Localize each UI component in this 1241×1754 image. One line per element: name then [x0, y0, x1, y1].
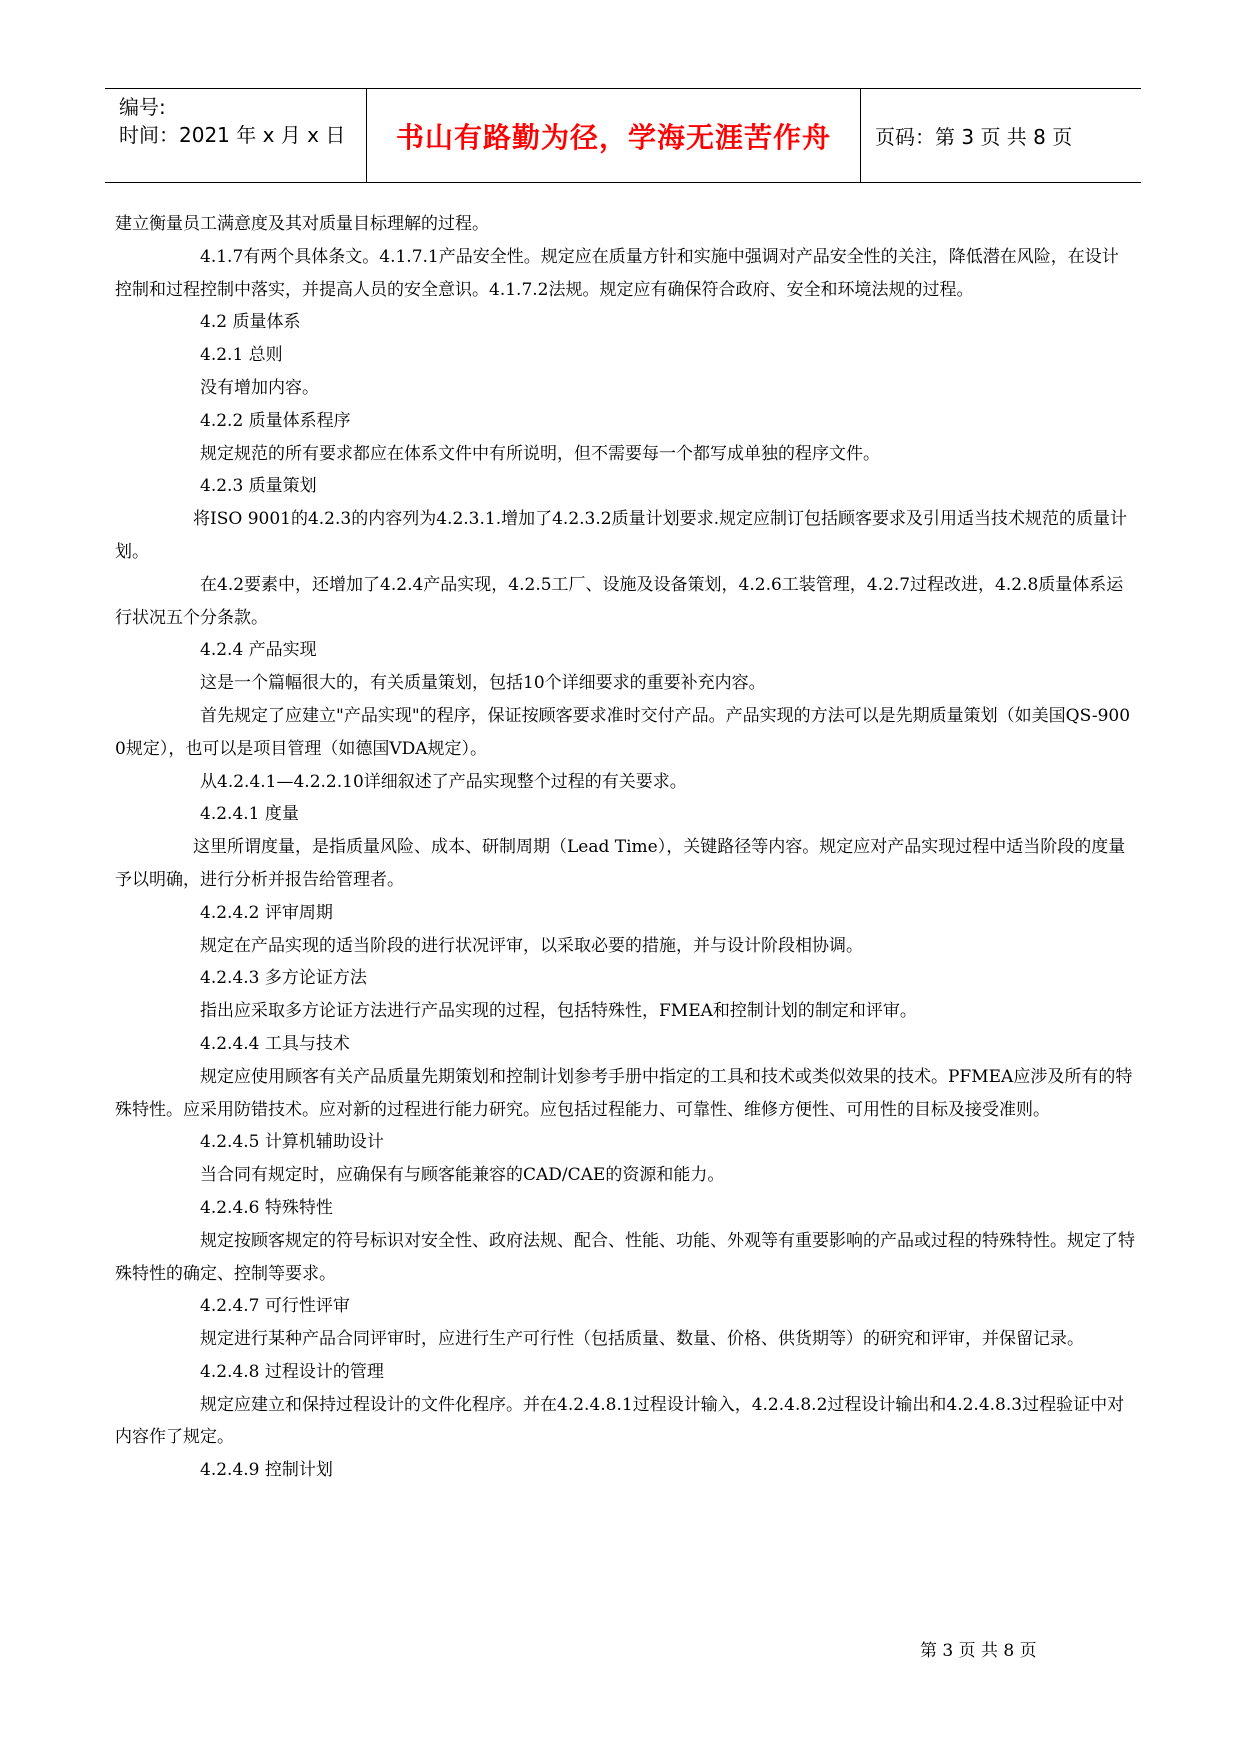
section-heading: 4.2 质量体系 [200, 312, 301, 333]
paragraph: 指出应采取多方论证方法进行产品实现的过程，包括特殊性，FMEA和控制计划的制定和评审。 [200, 1001, 917, 1022]
paragraph: 规定按顾客规定的符号标识对安全性、政府法规、配合、性能、功能、外观等有重要影响的产品或过程的特殊特性。规定了特殊特性的确定、控制等要求。 [115, 1230, 1135, 1284]
paragraph: 没有增加内容。 [200, 377, 319, 398]
document-time-label: 时间：2021 年 x 月 x 日 [119, 123, 346, 147]
paragraph: 这是一个篇幅很大的，有关质量策划，包括10个详细要求的重要补充内容。 [200, 673, 766, 694]
document-number-label: 编号: [119, 95, 166, 119]
section-heading: 4.2.4.4 工具与技术 [200, 1033, 350, 1054]
section-heading: 4.2.4.7 可行性评审 [200, 1296, 350, 1317]
paragraph: 规定在产品实现的适当阶段的进行状况评审，以采取必要的措施，并与设计阶段相协调。 [200, 935, 863, 956]
section-heading: 4.2.4.5 计算机辅助设计 [200, 1132, 384, 1153]
paragraph: 规定进行某种产品合同评审时，应进行生产可行性（包括质量、数量、价格、供货期等）的研究和评审，并保留记录。 [200, 1329, 1084, 1350]
header-motto: 书山有路勤为径，学海无涯苦作舟 [395, 120, 831, 154]
page-footer: 第 3 页 共 8 页 [920, 1641, 1037, 1661]
section-heading: 4.2.4.9 控制计划 [200, 1460, 333, 1481]
paragraph: 建立衡量员工满意度及其对质量目标理解的过程。 [115, 214, 489, 234]
section-heading: 4.2.4.1 度量 [200, 804, 299, 825]
section-heading: 4.2.4.6 特殊特性 [200, 1197, 333, 1218]
paragraph: 从4.2.4.1—4.2.2.10详细叙述了产品实现整个过程的有关要求。 [200, 771, 687, 792]
section-heading: 4.2.4.2 评审周期 [200, 902, 333, 923]
section-heading: 4.2.1 总则 [200, 345, 283, 366]
header-motto-cell [367, 89, 861, 182]
header-page-info: 页码：第 3 页 共 8 页 [875, 125, 1073, 149]
paragraph: 在4.2要素中，还增加了4.2.4产品实现，4.2.5工厂、设施及设备策划，4.2.6工装管理，4.2.7过程改进，4.2.8质量体系运行状况五个分条款。 [115, 574, 1124, 628]
section-heading: 4.2.4 产品实现 [200, 640, 317, 661]
paragraph: 4.1.7有两个具体条文。4.1.7.1产品安全性。规定应在质量方针和实施中强调对产品安全性的关注，降低潜在风险，在设计控制和过程控制中落实，并提高人员的安全意识。4.1.7.2法规。规定应有确保符合政府、安全和环境法规的过程。 [115, 246, 1119, 300]
document-body [115, 208, 1135, 1487]
header-page-cell [861, 89, 1141, 182]
section-heading: 4.2.4.8 过程设计的管理 [200, 1361, 384, 1382]
paragraph: 这里所谓度量，是指质量风险、成本、研制周期（Lead Time），关键路径等内容。规定应对产品实现过程中适当阶段的度量予以明确，进行分析并报告给管理者。 [115, 837, 1126, 890]
section-heading: 4.2.2 质量体系程序 [200, 410, 351, 431]
paragraph: 规定应使用顾客有关产品质量先期策划和控制计划参考手册中指定的工具和技术或类似效果的技术。PFMEA应涉及所有的特殊特性。应采用防错技术。应对新的过程进行能力研究。应包括过程能力、可靠性、维修方便性、可用性的目标及接受准则。 [115, 1066, 1133, 1120]
header-left-cell [105, 89, 367, 182]
paragraph: 规定应建立和保持过程设计的文件化程序。并在4.2.4.8.1过程设计输入，4.2.4.8.2过程设计输出和4.2.4.8.3过程验证中对内容作了规定。 [115, 1394, 1125, 1448]
paragraph: 当合同有规定时，应确保有与顾客能兼容的CAD/CAE的资源和能力。 [200, 1165, 725, 1186]
section-heading: 4.2.3 质量策划 [200, 476, 317, 497]
paragraph: 规定规范的所有要求都应在体系文件中有所说明，但不需要每一个都写成单独的程序文件。 [200, 443, 880, 464]
section-heading: 4.2.4.3 多方论证方法 [200, 968, 367, 989]
paragraph: 首先规定了应建立"产品实现"的程序，保证按顾客要求准时交付产品。产品实现的方法可以是先期质量策划（如美国QS-9000规定），也可以是项目管理（如德国VDA规定）。 [115, 705, 1131, 759]
paragraph: 将ISO 9001的4.2.3的内容列为4.2.3.1.增加了4.2.3.2质量计划要求.规定应制订包括顾客要求及引用适当技术规范的质量计划。 [115, 509, 1127, 562]
document-header [105, 88, 1141, 183]
